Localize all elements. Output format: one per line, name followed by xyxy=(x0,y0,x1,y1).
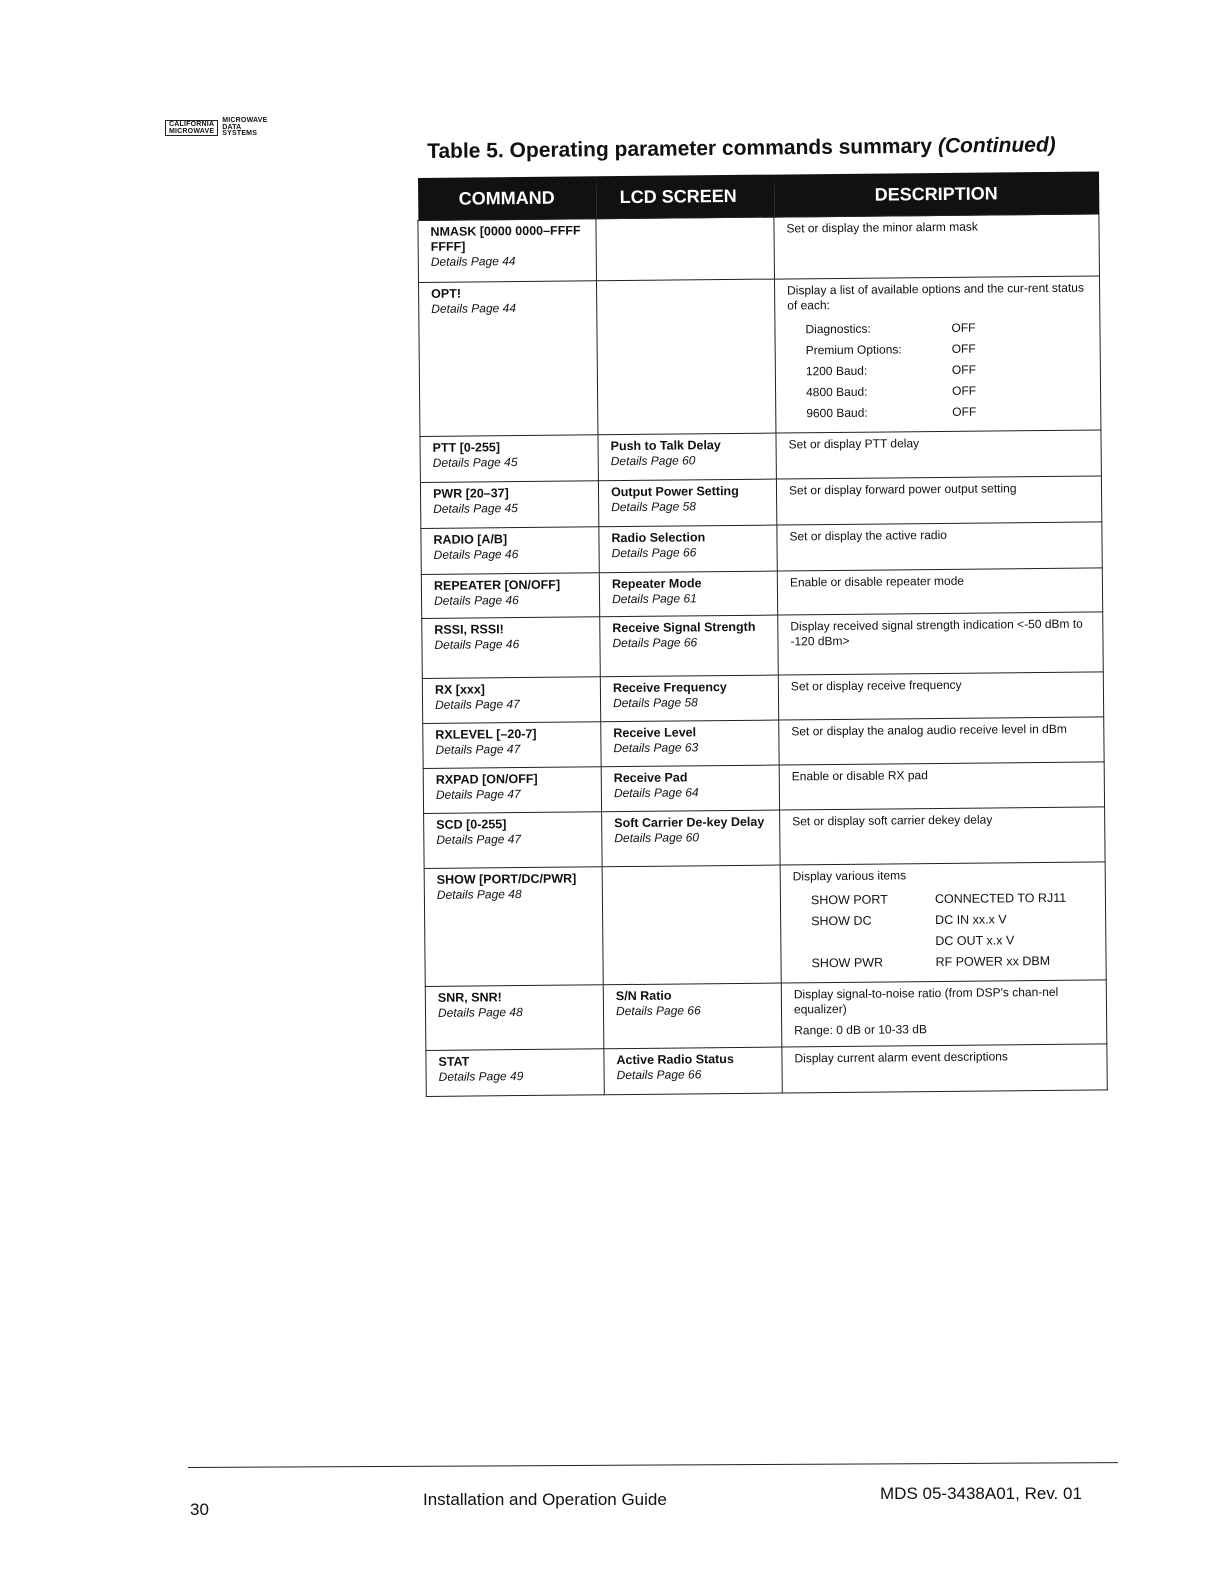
show-items-list xyxy=(811,884,1224,975)
description-cell xyxy=(779,762,1104,810)
command-cell xyxy=(419,281,598,437)
command-details: Details Page 46 xyxy=(434,637,520,652)
lcd-screen-details: Details Page 66 xyxy=(615,1003,701,1019)
command-details: Details Page 46 xyxy=(433,547,519,562)
lcd-screen-cell xyxy=(598,479,776,527)
lcd-screen-cell xyxy=(598,433,776,481)
show-item-name xyxy=(811,931,935,953)
table-row xyxy=(422,612,1104,679)
table-row xyxy=(420,430,1101,483)
command-cell xyxy=(424,812,603,869)
lcd-screen-cell xyxy=(599,571,777,617)
command-cell xyxy=(421,527,599,575)
show-item-value: RF POWER xx DBM xyxy=(935,953,1051,970)
command-cell xyxy=(420,435,598,483)
option-name: 4800 Baud: xyxy=(806,384,868,400)
description-text: Display various items xyxy=(792,868,907,884)
command-details: Details Page 49 xyxy=(438,1069,524,1084)
command-name: RSSI, RSSI! xyxy=(434,622,504,637)
command-name: RXLEVEL [–20-7] xyxy=(435,726,537,742)
command-cell xyxy=(418,219,597,283)
description-cell xyxy=(778,612,1104,675)
table-title-continued: (Continued) xyxy=(937,133,1056,158)
table-row xyxy=(419,276,1101,437)
table-title-text: Table 5. Operating parameter commands summary xyxy=(427,134,933,163)
logo-wordmark-line1: MICROWAVE xyxy=(222,117,268,124)
lcd-screen-details: Details Page 66 xyxy=(616,1067,702,1083)
lcd-screen-details: Details Page 60 xyxy=(610,453,696,469)
footer-guide-title: Installation and Operation Guide xyxy=(423,1490,667,1509)
show-item-name: SHOW PORT xyxy=(810,892,888,908)
show-item-name: SHOW PWR xyxy=(811,955,884,971)
description-cell xyxy=(780,862,1106,983)
lcd-screen-cell xyxy=(601,765,779,812)
lcd-screen-details: Details Page 58 xyxy=(612,695,698,711)
lcd-screen-cell xyxy=(604,1047,782,1095)
lcd-screen-name: Receive Frequency xyxy=(612,680,727,696)
description-text: Set or display the minor alarm mask xyxy=(786,219,978,236)
command-name: PWR [20–37] xyxy=(432,486,509,501)
table-title xyxy=(427,133,1056,164)
option-name: Diagnostics: xyxy=(805,321,871,337)
table-row xyxy=(424,807,1105,869)
column-header-lcd-screen: LCD SCREEN xyxy=(595,175,773,219)
commands-table-wrapper xyxy=(417,171,1107,1096)
command-details: Details Page 45 xyxy=(432,455,518,470)
options-list xyxy=(805,313,1224,425)
description-cell xyxy=(778,672,1103,720)
lcd-screen-name: Receive Signal Strength xyxy=(612,619,756,636)
lcd-screen-name: Push to Talk Delay xyxy=(610,438,721,454)
lcd-screen-name: Receive Level xyxy=(613,725,697,741)
lcd-screen-name: Repeater Mode xyxy=(611,576,702,592)
description-cell xyxy=(779,717,1104,765)
logo-box-line2: MICROWAVE xyxy=(169,127,215,135)
command-name: SHOW [PORT/DC/PWR] xyxy=(436,871,577,887)
lcd-screen-details: Details Page 64 xyxy=(613,785,699,801)
table-row xyxy=(424,862,1106,987)
lcd-screen-cell xyxy=(602,865,781,985)
lcd-screen-cell xyxy=(599,525,777,573)
command-cell xyxy=(425,985,604,1051)
lcd-screen-cell xyxy=(600,615,779,677)
command-name: STAT xyxy=(438,1054,470,1069)
lcd-screen-cell xyxy=(603,983,782,1049)
command-name: RADIO [A/B] xyxy=(433,532,508,547)
description-text: Enable or disable repeater mode xyxy=(789,573,965,590)
description-text: Display received signal strength indication <-50 dBm to -120 dBm> xyxy=(790,616,1083,649)
logo-box xyxy=(165,120,218,136)
commands-table xyxy=(417,171,1108,1097)
logo-wordmark-line2: DATA xyxy=(222,123,242,131)
option-value: OFF xyxy=(951,320,976,335)
logo-wordmark-line3: SYSTEMS xyxy=(222,130,258,137)
command-name: REPEATER [ON/OFF] xyxy=(433,577,561,593)
lcd-screen-name: S/N Ratio xyxy=(615,988,672,1004)
description-text: Set or display forward power output setting xyxy=(788,481,1017,498)
table-row xyxy=(420,476,1101,529)
lcd-screen-name: Active Radio Status xyxy=(616,1051,734,1068)
show-item-name: SHOW DC xyxy=(811,913,872,929)
description-text: Set or display the analog audio receive level in dBm xyxy=(791,721,1067,739)
show-item-value: DC IN xx.x V xyxy=(935,912,1007,928)
option-value: OFF xyxy=(951,341,976,356)
command-cell xyxy=(426,1049,604,1097)
lcd-screen-name: Receive Pad xyxy=(613,770,688,786)
command-cell xyxy=(422,617,601,679)
table-row xyxy=(426,1044,1107,1097)
command-cell xyxy=(421,573,599,619)
company-logo xyxy=(165,118,267,138)
description-cell xyxy=(782,1044,1107,1093)
command-details: Details Page 44 xyxy=(430,254,516,269)
description-extra: Range: 0 dB or 10-33 dB xyxy=(794,1022,928,1038)
lcd-screen-name: Soft Carrier De-key Delay xyxy=(614,814,765,831)
option-value: OFF xyxy=(952,383,977,398)
table-row xyxy=(421,568,1102,619)
table-row xyxy=(422,672,1103,724)
description-text: Display signal-to-noise ratio (from DSP's chan-nel equalizer) xyxy=(793,984,1059,1017)
command-cell xyxy=(422,677,600,724)
command-cell xyxy=(420,481,598,529)
description-cell xyxy=(777,522,1102,571)
footer-doc-id: MDS 05-3438A01, Rev. 01 xyxy=(880,1484,1082,1503)
option-value: OFF xyxy=(952,404,977,419)
footer-page-number: 30 xyxy=(190,1500,209,1519)
lcd-screen-name: Radio Selection xyxy=(611,530,706,546)
description-cell xyxy=(774,214,1100,279)
command-details: Details Page 45 xyxy=(433,501,518,516)
lcd-screen-details: Details Page 66 xyxy=(611,545,697,561)
option-value: OFF xyxy=(951,362,976,377)
description-cell xyxy=(776,430,1101,479)
description-text: Display current alarm event descriptions xyxy=(794,1049,1008,1066)
command-details: Details Page 48 xyxy=(437,1005,523,1020)
column-header-description: DESCRIPTION xyxy=(773,171,1098,217)
show-item-value: DC OUT x.x V xyxy=(935,933,1015,949)
option-name: 9600 Baud: xyxy=(806,405,868,421)
lcd-screen-name: Output Power Setting xyxy=(610,483,739,500)
table-header-row xyxy=(417,171,1098,220)
show-item-value: CONNECTED TO RJ11 xyxy=(934,890,1067,907)
description-cell xyxy=(774,276,1100,433)
lcd-screen-details: Details Page 58 xyxy=(611,499,696,515)
description-text: Display a list of available options and the cur-rent status of each: xyxy=(787,280,1084,313)
lcd-screen-cell xyxy=(596,279,775,435)
description-cell xyxy=(781,980,1107,1047)
lcd-screen-cell xyxy=(601,720,779,767)
command-details: Details Page 47 xyxy=(434,697,520,712)
table-body xyxy=(418,214,1107,1096)
command-name: OPT! xyxy=(431,286,462,301)
command-details: Details Page 46 xyxy=(433,593,519,608)
logo-box-line1: CALIFORNIA xyxy=(169,120,215,128)
logo-wordmark xyxy=(222,118,267,138)
command-name: RX [xxx] xyxy=(434,682,486,697)
lcd-screen-cell xyxy=(600,675,778,722)
command-name: SCD [0-255] xyxy=(436,817,507,832)
lcd-screen-details: Details Page 60 xyxy=(614,830,700,846)
command-details: Details Page 48 xyxy=(436,887,522,902)
option-name: 1200 Baud: xyxy=(805,363,868,379)
lcd-screen-cell xyxy=(596,217,775,281)
command-name: SNR, SNR! xyxy=(437,990,502,1005)
command-details: Details Page 44 xyxy=(431,301,517,316)
command-cell xyxy=(424,867,603,987)
description-text: Set or display soft carrier dekey delay xyxy=(792,812,993,829)
table-row xyxy=(423,717,1104,769)
table-row xyxy=(418,214,1100,283)
command-name: NMASK [0000 0000–FFFF FFFF] xyxy=(430,223,581,254)
table-row xyxy=(425,980,1107,1051)
description-text: Set or display the active radio xyxy=(789,527,947,544)
description-cell xyxy=(776,476,1101,525)
description-cell xyxy=(780,807,1106,865)
lcd-screen-details: Details Page 66 xyxy=(612,635,698,651)
command-cell xyxy=(423,722,601,769)
option-name: Premium Options: xyxy=(805,342,902,358)
command-details: Details Page 47 xyxy=(435,787,521,802)
lcd-screen-details: Details Page 63 xyxy=(613,740,699,756)
table-row xyxy=(423,762,1104,814)
command-name: PTT [0-255] xyxy=(432,440,501,455)
description-text: Set or display receive frequency xyxy=(790,677,962,694)
description-text: Set or display PTT delay xyxy=(788,436,920,452)
command-cell xyxy=(423,767,601,814)
command-details: Details Page 47 xyxy=(435,742,521,757)
description-cell xyxy=(777,568,1102,615)
description-text: Enable or disable RX pad xyxy=(791,768,928,784)
lcd-screen-cell xyxy=(602,810,781,867)
lcd-screen-details: Details Page 61 xyxy=(611,591,697,607)
command-details: Details Page 47 xyxy=(436,832,522,847)
footer-rule xyxy=(188,1462,1118,1468)
table-row xyxy=(421,522,1102,575)
command-name: RXPAD [ON/OFF] xyxy=(435,771,538,787)
column-header-command: COMMAND xyxy=(417,176,595,220)
